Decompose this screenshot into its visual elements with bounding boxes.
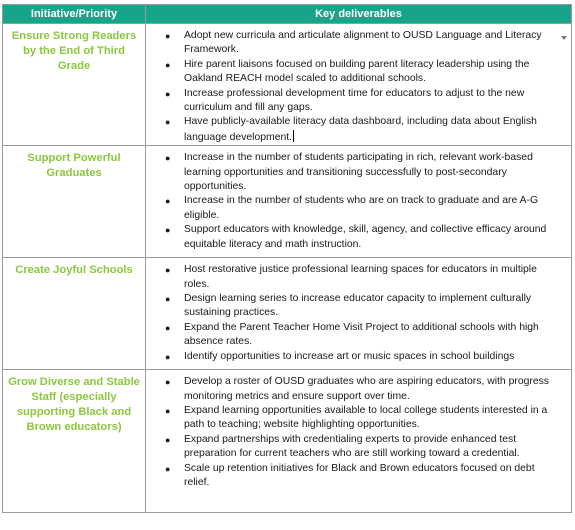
bullet-dot-icon: ● xyxy=(165,434,171,445)
initiative-cell[interactable]: Ensure Strong Readers by the End of Third Grade xyxy=(3,24,146,146)
list-item xyxy=(165,58,557,87)
list-item xyxy=(165,350,557,364)
list-item xyxy=(165,115,557,145)
list-item xyxy=(165,462,557,491)
list-item xyxy=(165,375,557,404)
bullet-dot-icon: ● xyxy=(165,225,171,236)
deliverables-cell[interactable] xyxy=(146,24,572,146)
bullet-dot-icon: ● xyxy=(165,117,171,128)
list-item-text: Adopt new curricula and articulate alignment to OUSD Language and Literacy Framework. xyxy=(184,30,542,56)
bullet-dot-icon: ● xyxy=(165,463,171,474)
header-initiative: Initiative/Priority xyxy=(3,5,146,24)
deliverables-cell[interactable] xyxy=(146,370,572,513)
bullet-dot-icon: ● xyxy=(165,377,171,388)
list-item xyxy=(165,292,557,321)
list-item xyxy=(165,29,557,58)
list-item xyxy=(165,151,557,194)
initiatives-table xyxy=(2,4,572,513)
table-row xyxy=(3,258,572,370)
bullet-dot-icon: ● xyxy=(165,294,171,305)
list-item xyxy=(165,223,557,252)
deliverables-list xyxy=(146,370,571,490)
initiative-cell[interactable]: Grow Diverse and Stable Staff (especially supporting Black and Brown educators) xyxy=(3,370,146,513)
list-item xyxy=(165,433,557,462)
bullet-dot-icon: ● xyxy=(165,322,171,333)
list-item-text: Expand learning opportunities available to local college students interested in a path to teaching; website highlighting opportunities. xyxy=(184,405,548,431)
list-item-text: Support educators with knowledge, skill, agency, and collective efficacy around equitable literacy and math instruction. xyxy=(184,224,547,250)
list-item-text: Increase in the number of students who are on track to graduate and are A-G eligible. xyxy=(184,195,539,221)
header-deliverables-label: Key deliverables xyxy=(315,8,402,20)
bullet-dot-icon: ● xyxy=(165,406,171,417)
bullet-dot-icon: ● xyxy=(165,88,171,99)
deliverables-cell[interactable] xyxy=(146,146,572,258)
list-item-text: Increase in the number of students participating in rich, relevant work-based learning opportunities and transitioning successfully to post-secondary opportunities. xyxy=(184,152,533,193)
list-item-text: Have publicly-available literacy data dashboard, including data about English language development. xyxy=(184,116,537,143)
list-item-text: Develop a roster of OUSD graduates who are aspiring educators, with progress monitoring metrics and ensure support over time. xyxy=(184,376,550,402)
chevron-down-icon[interactable] xyxy=(561,36,567,40)
list-item-text: Expand partnerships with credentialing experts to provide enhanced test preparation for current teachers who are still working toward a credential. xyxy=(184,433,520,460)
table-row xyxy=(3,24,572,146)
bullet-dot-icon: ● xyxy=(165,31,171,41)
text-cursor xyxy=(293,130,294,142)
header-deliverables xyxy=(146,5,572,24)
list-item xyxy=(165,263,557,292)
list-item-text: Identify opportunities to increase art or music spaces in school buildings xyxy=(184,350,515,362)
list-item xyxy=(165,194,557,223)
table-header-row xyxy=(3,5,572,24)
list-item-text: Host restorative justice professional learning spaces for educators in multiple roles. xyxy=(184,264,537,290)
deliverables-cell[interactable] xyxy=(146,258,572,370)
list-item xyxy=(165,404,557,433)
deliverables-list xyxy=(146,146,571,252)
list-item-text: Design learning series to increase educator capacity to implement culturally sustaining practices. xyxy=(184,293,532,319)
table-row xyxy=(3,146,572,258)
bullet-dot-icon: ● xyxy=(165,265,171,276)
deliverables-list xyxy=(146,24,571,145)
list-item-text: Expand the Parent Teacher Home Visit Project to additional schools with high absence rates. xyxy=(184,321,539,348)
bullet-dot-icon: ● xyxy=(165,153,171,164)
list-item-text: Scale up retention initiatives for Black and Brown educators focused on debt relief. xyxy=(184,462,535,489)
bullet-dot-icon: ● xyxy=(165,351,171,362)
list-item xyxy=(165,87,557,116)
bullet-dot-icon: ● xyxy=(165,196,171,207)
initiative-cell[interactable]: Create Joyful Schools xyxy=(3,258,146,370)
list-item xyxy=(165,321,557,350)
bullet-dot-icon: ● xyxy=(165,59,171,70)
deliverables-list xyxy=(146,258,571,364)
list-item-text: Increase professional development time for educators to adjust to the new curriculum and fill any gaps. xyxy=(184,87,525,114)
initiative-cell[interactable]: Support Powerful Graduates xyxy=(3,146,146,258)
table-row xyxy=(3,370,572,513)
list-item-text: Hire parent liaisons focused on building parent literacy leadership using the Oakland REACH model scaled to additional schools. xyxy=(184,58,530,85)
